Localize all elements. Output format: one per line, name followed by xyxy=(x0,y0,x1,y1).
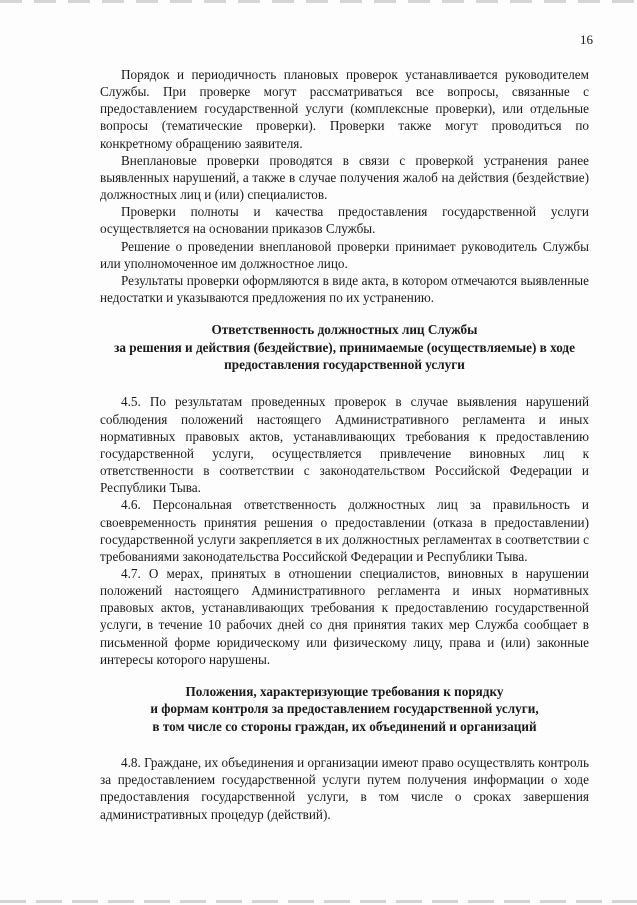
heading-line: в том числе со стороны граждан, их объединений и организаций xyxy=(152,718,537,734)
scan-top-edge xyxy=(0,0,637,3)
paragraph-inspection-results: Результаты проверки оформляются в виде акта, в котором отмечаются выявленные недостатки и указываются предложения по их устранению. xyxy=(100,272,589,306)
heading-line: и формам контроля за предоставлением государственной услуги, xyxy=(150,701,539,717)
section-heading-control-forms xyxy=(100,683,589,735)
scan-bottom-edge xyxy=(0,900,637,903)
heading-line: Ответственность должностных лиц Службы xyxy=(211,322,478,338)
heading-line: за решения и действия (бездействие), принимаемые (осуществляемые) в ходе предоставления государственной услуги xyxy=(114,339,575,372)
paragraph-4-6: 4.6. Персональная ответственность должностных лиц за правильность и своевременность принятия решения о предоставлении (отказа в предоставлении) государственной услуги закрепляется в их должностных регламентах в соответствии с требованиями законодательства Российской Федерации и Республики Тыва. xyxy=(100,497,589,564)
paragraph-inspection-basis: Проверки полноты и качества предоставления государственной услуги осуществляется на основании приказов Службы. xyxy=(100,204,589,237)
document-body xyxy=(100,66,589,823)
paragraph-planned-inspections: Порядок и периодичность плановых проверок устанавливается руководителем Службы. При проверке могут рассматриваться все вопросы, связанные с предоставлением государственной услуги (комплексные проверки), или отдельные вопросы (тематические проверки). Проверки также могут проводиться по конкретному обращению заявителя. xyxy=(100,67,589,151)
paragraph-inspection-decision: Решение о проведении внеплановой проверки принимает руководитель Службы или уполномоченное им должностное лицо. xyxy=(100,238,589,271)
paragraph-4-5: 4.5. По результатам проведенных проверок в случае выявления нарушений соблюдения положений настоящего Административного регламента и иных нормативных правовых актов, устанавливающих требования к предоставлению государственной услуги, осуществляется привлечение виновных лиц к ответственности в соответствии с законодательством Российской Федерации и Республики Тыва. xyxy=(100,394,589,496)
page-number: 16 xyxy=(580,32,593,47)
section-heading-responsibility xyxy=(100,321,589,373)
paragraph-4-8: 4.8. Граждане, их объединения и организации имеют право осуществлять контроль за предоставлением государственной услуги путем получения информации о ходе предоставления государственной услуги, в том числе о сроках завершения административных процедур (действий). xyxy=(100,755,589,822)
paragraph-4-7: 4.7. О мерах, принятых в отношении специалистов, виновных в нарушении положений настоящего Административного регламента и иных нормативных правовых актов, устанавливающих требования к предоставлению государственной услуги, в течение 10 рабочих дней со дня принятия таких мер Служба сообщает в письменной форме юридическому или физическому лицу, права и (или) законные интересы которого нарушены. xyxy=(100,565,589,667)
paragraph-unscheduled-inspections: Внеплановые проверки проводятся в связи с проверкой устранения ранее выявленных нарушений, а также в случае получения жалоб на действия (бездействие) должностных лиц и (или) специалистов. xyxy=(100,152,589,203)
heading-line: Положения, характеризующие требования к порядку xyxy=(185,683,504,699)
